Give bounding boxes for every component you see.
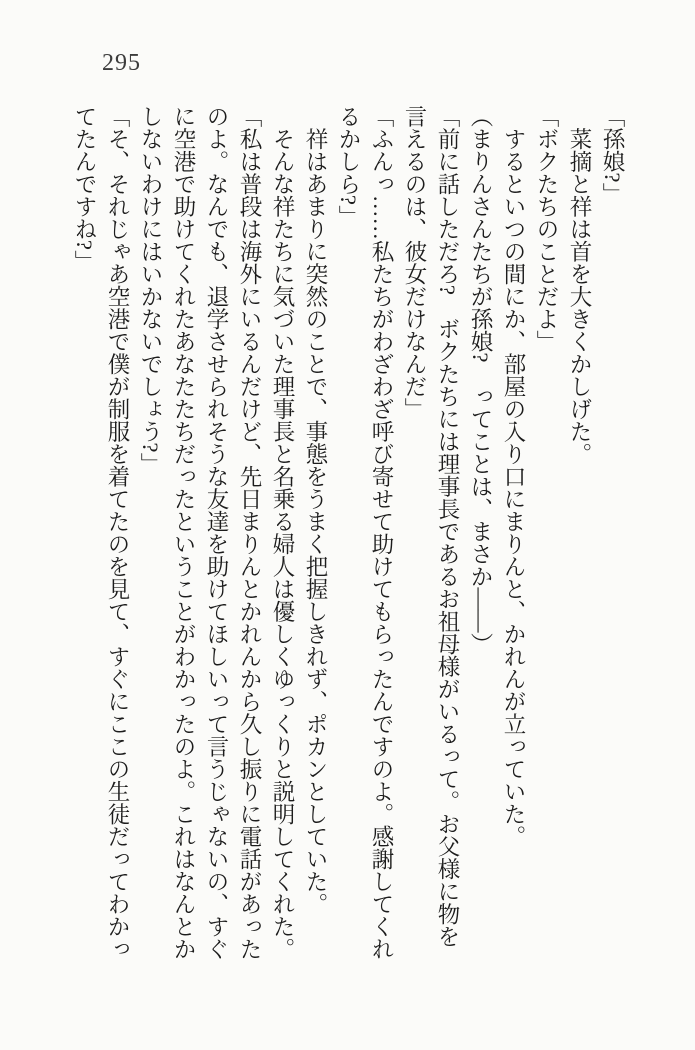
text-line: しないわけにはいかないでしょう?」 bbox=[138, 105, 163, 475]
page-number: 295 bbox=[102, 50, 141, 76]
text-line: 祥はあまりに突然のことで、事態をうまく把握しきれず、ポカンとしていた。 bbox=[303, 105, 328, 915]
text-line: に空港で助けてくれたあなたたちだったということがわかったのよ。これはなんとか bbox=[171, 105, 196, 960]
text-line: 「ボクたちのことだよ」 bbox=[534, 105, 559, 353]
text-line: のよ。なんでも、退学させられそうな友達を助けてほしいって言うじゃないの、すぐ bbox=[204, 105, 229, 960]
text-line: 「孫娘?」 bbox=[600, 105, 625, 205]
text-line: するといつの間にか、部屋の入り口にまりんと、かれんが立っていた。 bbox=[501, 105, 526, 848]
text-line: 「私は普段は海外にいるんだけど、先日まりんとかれんから久し振りに電話があった bbox=[237, 105, 262, 960]
text-line: 「前に話しただろ? ボクたちには理事長であるお祖母様がいるって。お父様に物を bbox=[435, 105, 460, 948]
text-line: 「ふんっ……私たちがわざわざ呼び寄せて助けてもらったんですのよ。感謝してくれ bbox=[369, 105, 394, 960]
text-line: 菜摘と祥は首を大きくかしげた。 bbox=[567, 105, 592, 465]
text-line: るかしら?」 bbox=[336, 105, 361, 228]
text-line: 言えるのは、彼女だけなんだ」 bbox=[402, 105, 427, 420]
text-line: （まりんさんたちが孫娘? ってことは、まさか――） bbox=[468, 105, 493, 655]
text-line: てたんですね?」 bbox=[72, 105, 97, 273]
text-line: 「そ、それじゃあ空港で僕が制服を着てたのを見て、すぐにここの生徒だってわかっ bbox=[105, 105, 130, 960]
text-block bbox=[68, 105, 629, 967]
text-line: そんな祥たちに気づいた理事長と名乗る婦人は優しくゆっくりと説明してくれた。 bbox=[270, 105, 295, 960]
